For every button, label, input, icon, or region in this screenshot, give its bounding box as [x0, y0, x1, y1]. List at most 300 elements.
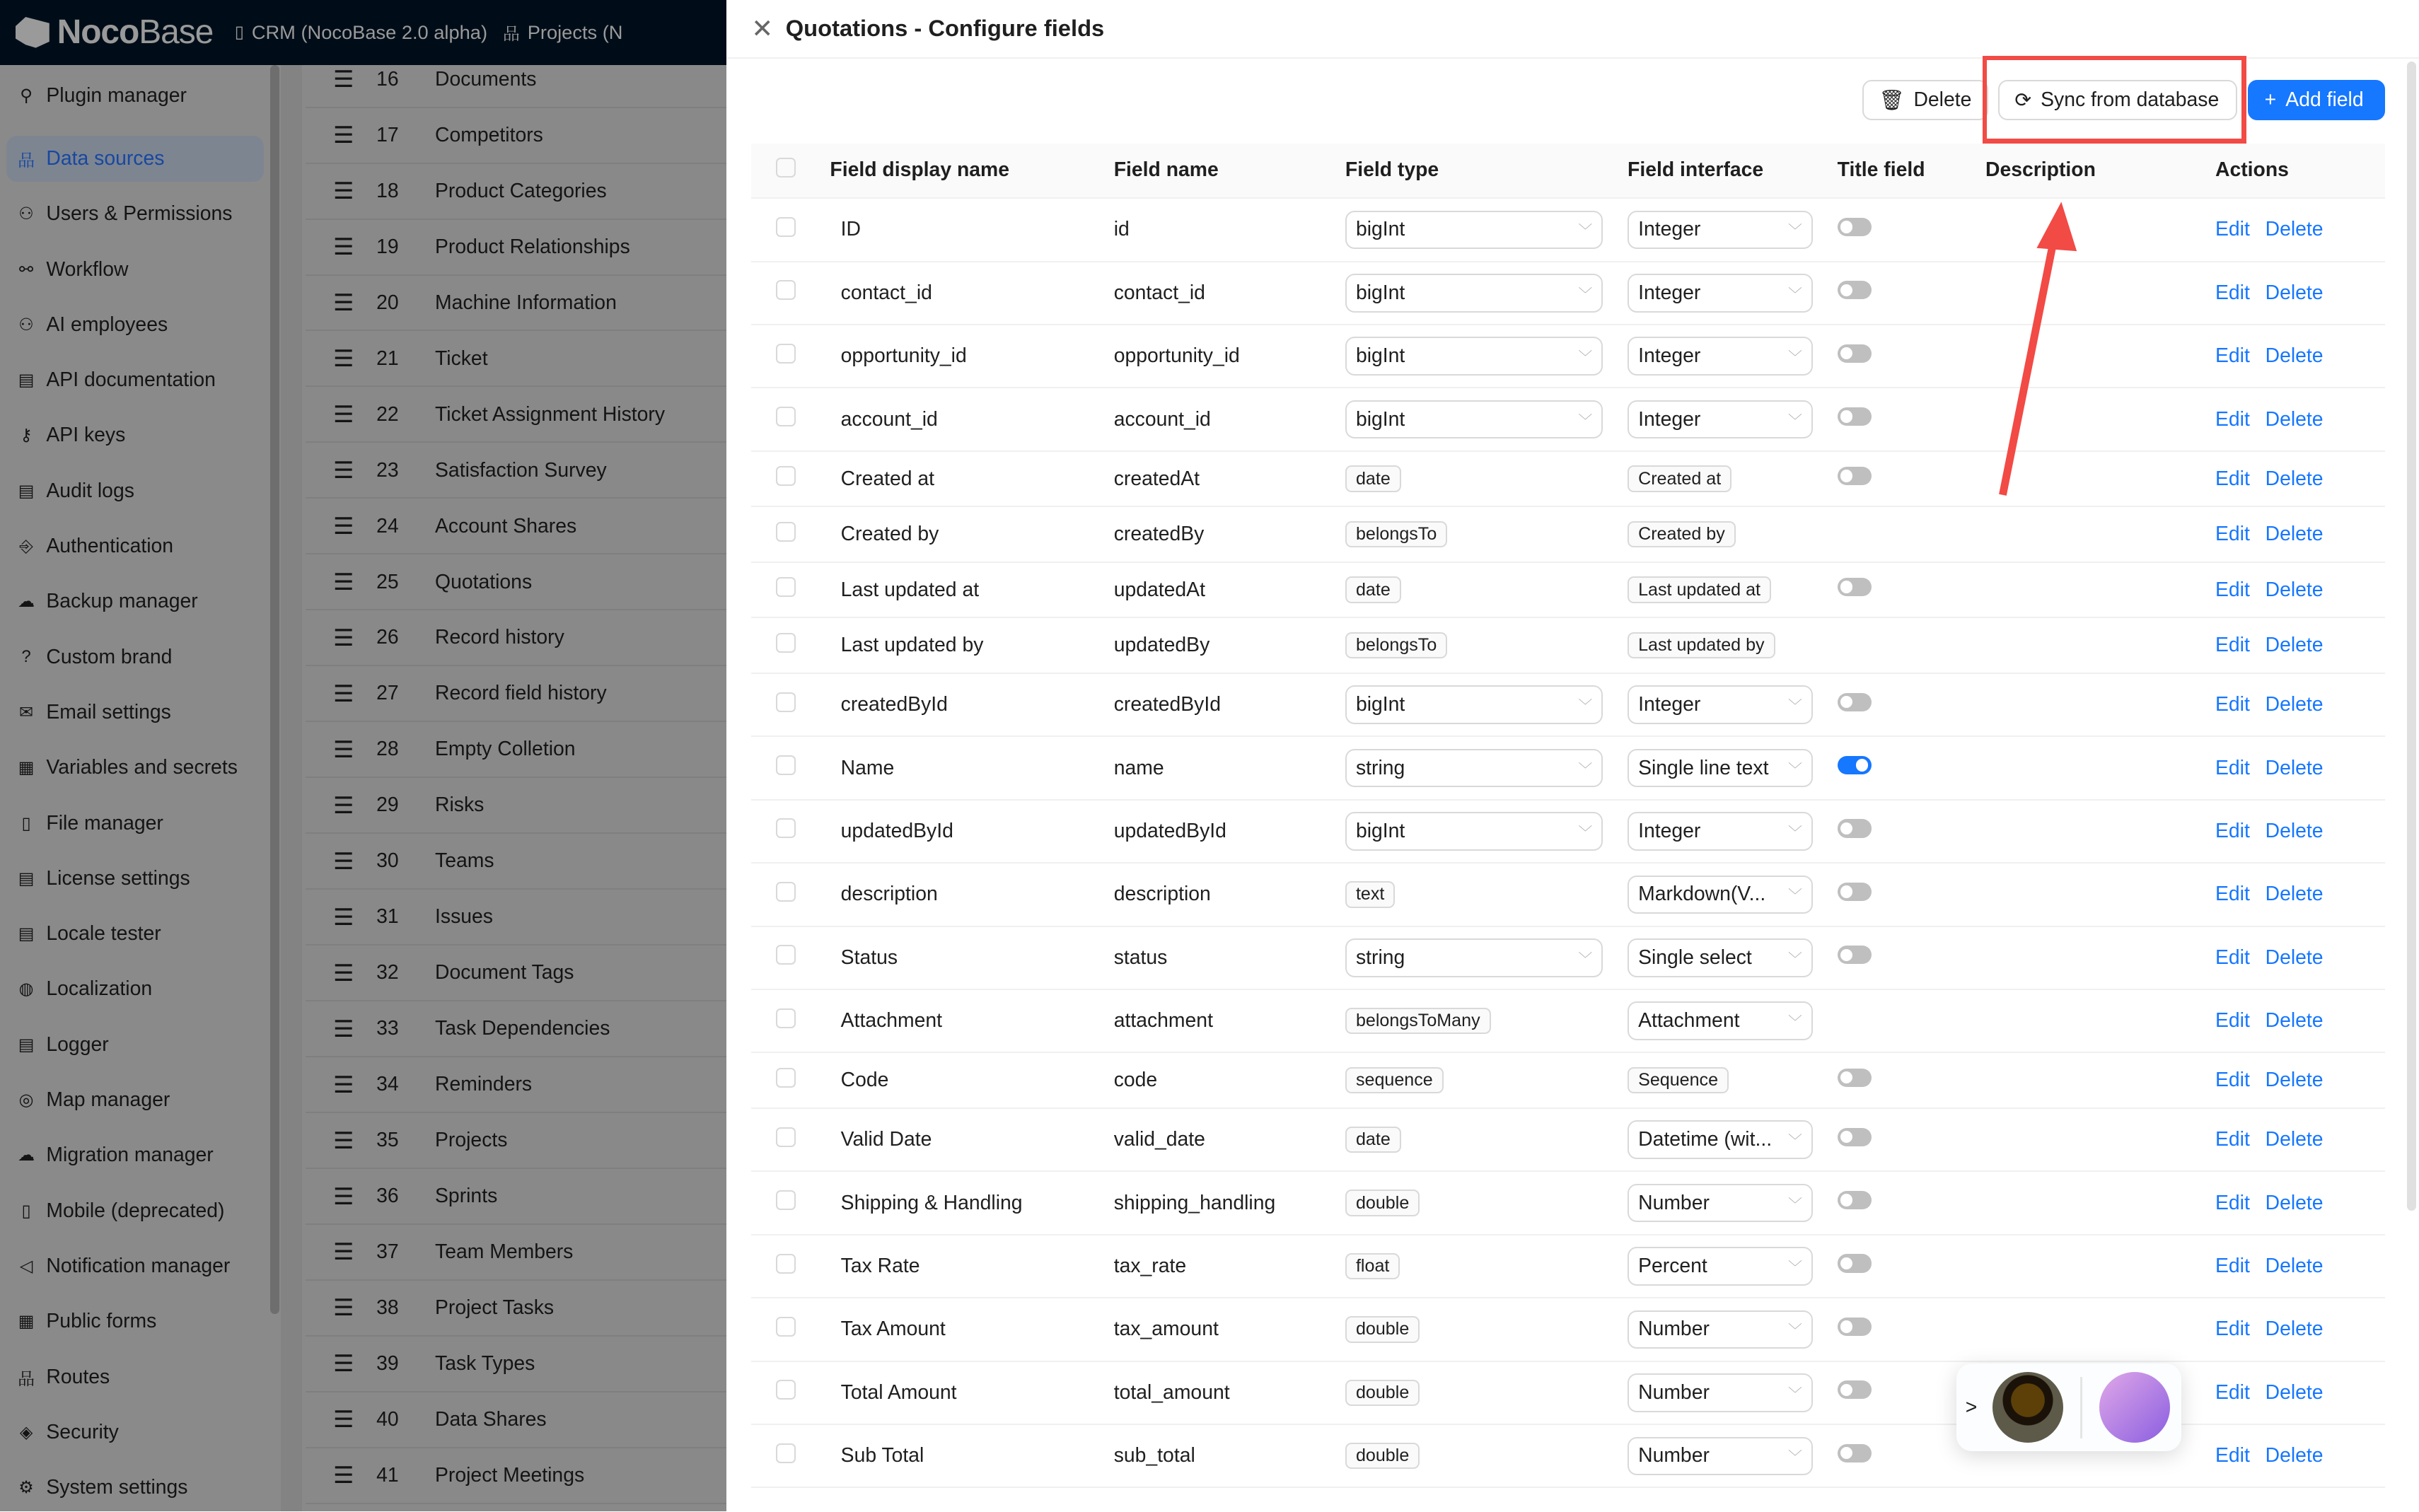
edit-link[interactable]: Edit	[2215, 1009, 2250, 1033]
drag-handle-icon[interactable]: ☰	[333, 401, 354, 428]
delete-link[interactable]: Delete	[2265, 523, 2324, 546]
row-checkbox[interactable]	[776, 466, 796, 486]
drawer-scrollbar[interactable]	[2407, 62, 2416, 1211]
field-display-name: contact_id	[818, 262, 1101, 325]
drag-handle-icon[interactable]: ☰	[333, 1294, 354, 1321]
title-field-toggle[interactable]	[1838, 1069, 1872, 1087]
collection-number: 36	[376, 1185, 399, 1208]
sidebar-item-backup-manager[interactable]	[6, 578, 264, 624]
description-cell	[1973, 863, 2203, 926]
field-interface-tag: Sequence	[1628, 1067, 1729, 1093]
edit-link[interactable]: Edit	[2215, 281, 2250, 304]
field-interface-tag: Created at	[1628, 465, 1731, 492]
drag-handle-icon[interactable]: ☰	[333, 791, 354, 818]
delete-link[interactable]: Delete	[2265, 1318, 2324, 1341]
locale-icon: ▤	[18, 924, 35, 944]
row-checkbox[interactable]	[776, 818, 796, 838]
field-interface-cell	[1615, 617, 1826, 673]
sidebar-item-email-settings[interactable]	[6, 690, 264, 735]
collection-name: Teams	[435, 849, 494, 873]
collection-row[interactable]	[306, 220, 726, 276]
title-field-toggle[interactable]	[1838, 1191, 1872, 1209]
title-field-toggle[interactable]	[1838, 218, 1872, 236]
column-header: Description	[1973, 144, 2203, 198]
field-name: tax_amount	[1101, 1298, 1333, 1361]
sync-from-database-button[interactable]: ⟳ Sync from database	[1998, 80, 2237, 120]
collection-row[interactable]	[306, 443, 726, 499]
row-checkbox[interactable]	[776, 1317, 796, 1337]
sidebar-scrollbar[interactable]	[270, 65, 279, 1315]
delete-link[interactable]: Delete	[2265, 1009, 2324, 1033]
table-row	[751, 262, 2385, 325]
checkbox-cell	[751, 451, 818, 507]
nav-item-crm[interactable]: ▯ CRM (NocoBase 2.0 alpha)	[234, 21, 488, 43]
drag-handle-icon[interactable]: ☰	[333, 624, 354, 651]
title-field-toggle[interactable]	[1838, 407, 1872, 426]
chevron-down-icon: ﹀	[1788, 1015, 1802, 1031]
chevron-down-icon: ﹀	[1578, 762, 1593, 778]
collection-row[interactable]	[306, 779, 726, 834]
edit-link[interactable]: Edit	[2215, 218, 2250, 241]
column-header: Actions	[2203, 144, 2385, 198]
title-field-toggle[interactable]	[1838, 819, 1872, 837]
delete-link[interactable]: Delete	[2265, 344, 2324, 368]
sidebar-item-custom-brand[interactable]	[6, 634, 264, 680]
collection-number: 29	[376, 793, 399, 817]
collection-row[interactable]	[306, 890, 726, 946]
field-interface-cell	[1615, 800, 1826, 863]
title-field-toggle[interactable]	[1838, 1380, 1872, 1399]
field-name: tax_rate	[1101, 1235, 1333, 1298]
drag-handle-icon[interactable]: ☰	[333, 66, 354, 93]
sidebar-item-users-permissions[interactable]	[6, 191, 264, 237]
nav-item-projects[interactable]: 品 Projects (N	[502, 21, 623, 45]
collection-row[interactable]	[306, 1057, 726, 1113]
field-type-cell	[1333, 262, 1615, 325]
delete-link[interactable]: Delete	[2265, 407, 2324, 431]
form-icon: ▦	[18, 1312, 35, 1332]
field-interface-select[interactable]	[1628, 1001, 1813, 1040]
delete-link[interactable]: Delete	[2265, 693, 2324, 716]
database-icon: 品	[18, 151, 35, 170]
collection-row[interactable]	[306, 1281, 726, 1337]
field-interface-select[interactable]	[1628, 1310, 1813, 1349]
checkbox-cell	[751, 1424, 818, 1487]
cloud-icon: ☁	[18, 592, 35, 612]
table-row	[751, 1171, 2385, 1234]
drag-handle-icon[interactable]: ☰	[333, 1462, 354, 1489]
drag-handle-icon[interactable]: ☰	[333, 680, 354, 706]
title-field-toggle[interactable]	[1838, 467, 1872, 485]
sidebar-item-license-settings[interactable]	[6, 856, 264, 902]
ai-team-avatar[interactable]	[2099, 1372, 2170, 1443]
field-interface-select[interactable]	[1628, 1184, 1813, 1223]
map-pin-icon: ◎	[18, 1091, 34, 1110]
row-checkbox[interactable]	[776, 1254, 796, 1274]
ai-employee-avatar[interactable]	[1992, 1372, 2063, 1443]
title-field-toggle[interactable]	[1838, 1318, 1872, 1336]
field-type-cell	[1333, 1235, 1615, 1298]
delete-link[interactable]: Delete	[2265, 1191, 2324, 1214]
settings-sidebar	[0, 65, 281, 1512]
edit-link[interactable]: Edit	[2215, 693, 2250, 716]
edit-link[interactable]: Edit	[2215, 578, 2250, 601]
description-cell	[1973, 325, 2203, 388]
sidebar-item-label: Security	[46, 1420, 119, 1443]
edit-link[interactable]: Edit	[2215, 634, 2250, 657]
drag-handle-icon[interactable]: ☰	[333, 122, 354, 149]
delete-link[interactable]: Delete	[2265, 281, 2324, 304]
sidebar-item-map-manager[interactable]	[6, 1077, 264, 1123]
drag-handle-icon[interactable]: ☰	[333, 735, 354, 762]
field-interface-select[interactable]	[1628, 749, 1813, 788]
field-interface-select[interactable]	[1628, 1373, 1813, 1412]
collection-row[interactable]	[306, 1448, 726, 1504]
field-type-cell	[1333, 325, 1615, 388]
field-interface-select[interactable]	[1628, 274, 1813, 313]
delete-link[interactable]: Delete	[2265, 756, 2324, 779]
sidebar-item-label: Public forms	[46, 1310, 157, 1333]
edit-link[interactable]: Edit	[2215, 946, 2250, 969]
drag-handle-icon[interactable]: ☰	[333, 345, 354, 372]
edit-link[interactable]: Edit	[2215, 1318, 2250, 1341]
edit-link[interactable]: Edit	[2215, 1255, 2250, 1277]
row-checkbox[interactable]	[776, 755, 796, 775]
title-field-toggle[interactable]	[1838, 1128, 1872, 1146]
drag-handle-icon[interactable]: ☰	[333, 1238, 354, 1265]
edit-link[interactable]: Edit	[2215, 344, 2250, 368]
field-interface-select[interactable]	[1628, 337, 1813, 376]
edit-link[interactable]: Edit	[2215, 1380, 2250, 1404]
field-interface-cell	[1615, 388, 1826, 450]
field-type-select[interactable]	[1345, 400, 1603, 439]
title-field-toggle[interactable]	[1838, 578, 1872, 596]
edit-link[interactable]: Edit	[2215, 523, 2250, 546]
sidebar-item-security[interactable]	[6, 1409, 264, 1455]
plus-icon: +	[2264, 88, 2277, 112]
drag-handle-icon[interactable]: ☰	[333, 1406, 354, 1433]
field-interface-select[interactable]	[1628, 876, 1813, 914]
sidebar-item-locale-tester[interactable]	[6, 911, 264, 957]
field-interface-select[interactable]	[1628, 685, 1813, 724]
collection-number: 16	[376, 67, 399, 91]
edit-link[interactable]: Edit	[2215, 883, 2250, 906]
field-interface-select[interactable]	[1628, 1437, 1813, 1476]
field-type-select[interactable]	[1345, 274, 1603, 313]
add-field-button[interactable]: + Add field	[2248, 80, 2385, 120]
drag-handle-icon[interactable]: ☰	[333, 233, 354, 260]
collection-row[interactable]	[306, 946, 726, 1001]
drag-handle-icon[interactable]: ☰	[333, 1127, 354, 1153]
collection-row[interactable]	[306, 388, 726, 443]
field-type-cell	[1333, 1108, 1615, 1171]
field-type-value: bigInt	[1355, 693, 1405, 716]
edit-link[interactable]: Edit	[2215, 1191, 2250, 1214]
chevron-down-icon: ﹀	[1788, 1134, 1802, 1150]
collection-row[interactable]	[306, 1001, 726, 1057]
field-type-cell	[1333, 673, 1615, 736]
title-field-toggle[interactable]	[1838, 1444, 1872, 1462]
collection-row[interactable]	[306, 723, 726, 779]
row-checkbox[interactable]	[776, 882, 796, 902]
chevron-down-icon: ﹀	[1788, 413, 1802, 429]
edit-link[interactable]: Edit	[2215, 819, 2250, 842]
field-display-name: Code	[818, 1052, 1101, 1108]
delete-link[interactable]: Delete	[2265, 883, 2324, 906]
row-checkbox[interactable]	[776, 577, 796, 597]
row-checkbox[interactable]	[776, 1127, 796, 1147]
drag-handle-icon[interactable]: ☰	[333, 457, 354, 484]
drag-handle-icon[interactable]: ☰	[333, 178, 354, 204]
sidebar-item-label: API documentation	[46, 368, 216, 392]
delete-link[interactable]: Delete	[2265, 1128, 2324, 1151]
fields-table	[751, 144, 2385, 1489]
field-interface-value: Number	[1638, 1318, 1710, 1341]
field-type-tag: double	[1345, 1380, 1420, 1406]
drag-handle-icon[interactable]: ☰	[333, 569, 354, 595]
checkbox-cell	[751, 1361, 818, 1424]
title-field-toggle[interactable]	[1838, 756, 1872, 774]
sidebar-item-file-manager[interactable]	[6, 800, 264, 846]
delete-link[interactable]: Delete	[2265, 1444, 2324, 1467]
field-display-name: Created by	[818, 506, 1101, 562]
sidebar-item-notification-manager[interactable]	[6, 1243, 264, 1289]
drag-handle-icon[interactable]: ☰	[333, 1015, 354, 1042]
field-type-cell	[1333, 617, 1615, 673]
collection-row[interactable]	[306, 1337, 726, 1392]
field-type-select[interactable]	[1345, 812, 1603, 851]
field-type-tag: belongsTo	[1345, 632, 1448, 658]
table-row	[751, 800, 2385, 863]
row-checkbox[interactable]	[776, 1190, 796, 1210]
chevron-down-icon: ﹀	[1788, 1386, 1802, 1402]
collection-row[interactable]	[306, 1392, 726, 1448]
collection-row[interactable]	[306, 499, 726, 555]
sidebar-item-system-settings[interactable]	[6, 1465, 264, 1511]
sidebar-item-label: Users & Permissions	[46, 202, 233, 226]
field-type-value: bigInt	[1355, 281, 1405, 304]
delete-link[interactable]: Delete	[2265, 1255, 2324, 1277]
chevron-down-icon: ﹀	[1788, 350, 1802, 366]
field-name: shipping_handling	[1101, 1171, 1333, 1234]
drag-handle-icon[interactable]: ☰	[333, 1071, 354, 1098]
field-interface-select[interactable]	[1628, 938, 1813, 977]
title-field-toggle[interactable]	[1838, 281, 1872, 299]
description-cell	[1973, 617, 2203, 673]
chevron-down-icon: ﹀	[1788, 1260, 1802, 1276]
description-cell	[1973, 506, 2203, 562]
collection-number: 32	[376, 961, 399, 984]
collection-row[interactable]	[306, 834, 726, 890]
actions-cell	[2203, 736, 2385, 799]
sidebar-item-logger[interactable]	[6, 1022, 264, 1068]
sidebar-item-variables-and-secrets[interactable]	[6, 745, 264, 791]
chevron-down-icon: ﹀	[1578, 699, 1593, 715]
sidebar-item-localization[interactable]	[6, 966, 264, 1012]
chevron-right-icon[interactable]: >	[1965, 1395, 1978, 1419]
drag-handle-icon[interactable]: ☰	[333, 513, 354, 540]
field-type-tag: belongsTo	[1345, 521, 1448, 547]
field-interface-select[interactable]	[1628, 400, 1813, 439]
field-type-cell	[1333, 1052, 1615, 1108]
field-display-name: opportunity_id	[818, 325, 1101, 388]
row-checkbox[interactable]	[776, 522, 796, 542]
field-type-select[interactable]	[1345, 749, 1603, 788]
title-field-cell	[1825, 863, 1973, 926]
collection-row[interactable]	[306, 108, 726, 164]
row-checkbox[interactable]	[776, 945, 796, 965]
delete-link[interactable]: Delete	[2265, 1380, 2324, 1404]
sidebar-item-data-sources[interactable]	[6, 136, 264, 182]
field-display-name: Sub Total	[818, 1424, 1101, 1487]
sidebar-item-api-documentation[interactable]	[6, 357, 264, 403]
row-checkbox[interactable]	[776, 1380, 796, 1400]
row-checkbox[interactable]	[776, 280, 796, 300]
field-interface-value: Number	[1638, 1444, 1710, 1467]
row-checkbox[interactable]	[776, 692, 796, 712]
edit-link[interactable]: Edit	[2215, 407, 2250, 431]
checkbox-cell	[751, 673, 818, 736]
title-field-toggle[interactable]	[1838, 883, 1872, 901]
description-cell	[1973, 989, 2203, 1052]
row-checkbox[interactable]	[776, 1068, 796, 1088]
sidebar-item-migration-manager[interactable]	[6, 1132, 264, 1178]
row-checkbox[interactable]	[776, 1443, 796, 1463]
field-type-select[interactable]	[1345, 938, 1603, 977]
field-type-select[interactable]	[1345, 337, 1603, 376]
delete-link[interactable]: Delete	[2265, 218, 2324, 241]
drag-handle-icon[interactable]: ☰	[333, 289, 354, 316]
chevron-down-icon: ﹀	[1578, 825, 1593, 841]
mail-icon: ✉	[19, 702, 34, 722]
chevron-down-icon: ﹀	[1578, 350, 1593, 366]
select-all-checkbox[interactable]	[776, 158, 796, 178]
close-icon[interactable]: ✕	[751, 13, 774, 43]
sidebar-item-authentication[interactable]	[6, 523, 264, 569]
field-display-name: Tax Amount	[818, 1298, 1101, 1361]
gear-icon: ⚙	[18, 1478, 34, 1498]
nocobase-logo[interactable]: Noco Base	[16, 13, 213, 52]
field-display-name: Shipping & Handling	[818, 1171, 1101, 1234]
edit-link[interactable]: Edit	[2215, 756, 2250, 779]
sidebar-item-routes[interactable]	[6, 1354, 264, 1400]
drag-handle-icon[interactable]: ☰	[333, 1350, 354, 1377]
edit-link[interactable]: Edit	[2215, 1444, 2250, 1467]
collection-number: 28	[376, 738, 399, 761]
sidebar-item-public-forms[interactable]	[6, 1298, 264, 1344]
collection-number: 18	[376, 179, 399, 202]
field-type-tag: double	[1345, 1316, 1420, 1342]
row-checkbox[interactable]	[776, 217, 796, 237]
collection-row[interactable]	[306, 164, 726, 220]
delete-link[interactable]: Delete	[2265, 819, 2324, 842]
collection-row[interactable]	[306, 667, 726, 723]
collection-row[interactable]	[306, 332, 726, 388]
title-field-toggle[interactable]	[1838, 344, 1872, 363]
collection-row[interactable]	[306, 1169, 726, 1225]
row-checkbox[interactable]	[776, 1008, 796, 1028]
field-interface-cell	[1615, 1052, 1826, 1108]
delete-link[interactable]: Delete	[2265, 946, 2324, 969]
actions-cell	[2203, 506, 2385, 562]
sidebar-item-mobile-deprecated-[interactable]	[6, 1187, 264, 1233]
sidebar-item-label: File manager	[46, 811, 163, 834]
field-type-select[interactable]	[1345, 211, 1603, 250]
title-field-toggle[interactable]	[1838, 693, 1872, 711]
collection-row[interactable]	[306, 611, 726, 667]
sidebar-item-audit-logs[interactable]	[6, 468, 264, 514]
row-checkbox[interactable]	[776, 407, 796, 426]
collection-row[interactable]	[306, 555, 726, 611]
delete-link[interactable]: Delete	[2265, 467, 2324, 490]
field-display-name: createdById	[818, 673, 1101, 736]
description-cell	[1973, 1235, 2203, 1298]
field-type-value: bigInt	[1355, 819, 1405, 842]
row-checkbox[interactable]	[776, 633, 796, 653]
mobile-icon: ▯	[21, 1201, 31, 1221]
sidebar-item-ai-employees[interactable]	[6, 302, 264, 348]
chevron-down-icon: ﹀	[1578, 951, 1593, 967]
collection-row[interactable]	[306, 1113, 726, 1169]
field-interface-cell	[1615, 262, 1826, 325]
field-type-value: bigInt	[1355, 407, 1405, 431]
collection-row[interactable]	[306, 276, 726, 332]
field-type-select[interactable]	[1345, 685, 1603, 724]
drag-handle-icon[interactable]: ☰	[333, 847, 354, 874]
field-name: sub_total	[1101, 1424, 1333, 1487]
edit-link[interactable]: Edit	[2215, 467, 2250, 490]
edit-link[interactable]: Edit	[2215, 1069, 2250, 1092]
sidebar-item-label: Routes	[46, 1365, 110, 1388]
delete-link[interactable]: Delete	[2265, 634, 2324, 657]
title-field-toggle[interactable]	[1838, 946, 1872, 964]
field-interface-select[interactable]	[1628, 211, 1813, 250]
field-interface-select[interactable]	[1628, 1120, 1813, 1159]
collection-row[interactable]	[306, 1225, 726, 1281]
field-display-name: Last updated by	[818, 617, 1101, 673]
title-field-toggle[interactable]	[1838, 1254, 1872, 1272]
delete-button[interactable]: 🗑 Delete	[1862, 80, 1989, 120]
collection-row[interactable]	[306, 52, 726, 108]
field-interface-value: Integer	[1638, 407, 1701, 431]
delete-link[interactable]: Delete	[2265, 1069, 2324, 1092]
migrate-icon: ☁	[18, 1146, 35, 1165]
actions-cell	[2203, 617, 2385, 673]
title-field-cell	[1825, 388, 1973, 450]
sidebar-item-api-keys[interactable]	[6, 412, 264, 458]
row-checkbox[interactable]	[776, 344, 796, 364]
field-interface-select[interactable]	[1628, 812, 1813, 851]
field-interface-cell	[1615, 926, 1826, 989]
field-display-name: ID	[818, 198, 1101, 261]
field-name: name	[1101, 736, 1333, 799]
checkbox-cell	[751, 800, 818, 863]
drag-handle-icon[interactable]: ☰	[333, 959, 354, 986]
field-name: contact_id	[1101, 262, 1333, 325]
sidebar-item-label: Email settings	[46, 700, 171, 723]
delete-link[interactable]: Delete	[2265, 578, 2324, 601]
title-field-cell	[1825, 617, 1973, 673]
drag-handle-icon[interactable]: ☰	[333, 903, 354, 930]
sidebar-item-workflow[interactable]	[6, 246, 264, 292]
collection-name: Ticket	[435, 347, 488, 370]
sidebar-item-plugin-manager[interactable]	[6, 72, 264, 118]
edit-link[interactable]: Edit	[2215, 1128, 2250, 1151]
drag-handle-icon[interactable]: ☰	[333, 1182, 354, 1209]
field-interface-cell	[1615, 1235, 1826, 1298]
table-row	[751, 451, 2385, 507]
field-interface-select[interactable]	[1628, 1247, 1813, 1286]
